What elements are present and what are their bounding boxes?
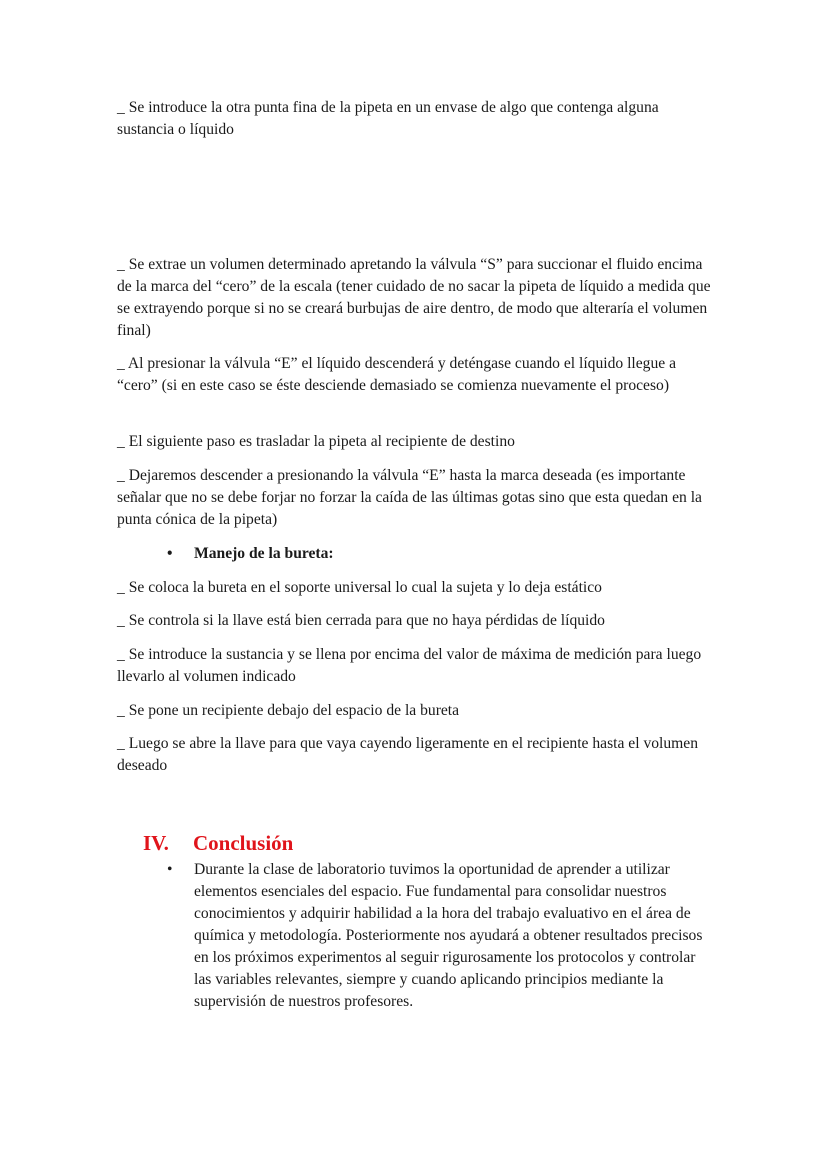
bureta-subheading <box>167 543 334 565</box>
pipeta-step-introduce: _ Se introduce la otra punta fina de la pipeta en un envase de algo que contenga alguna sustancia o líquido <box>117 99 659 138</box>
pipeta-step-presionar: _ Al presionar la válvula “E” el líquido descenderá y deténgase cuando el líquido llegue a “cero” (si en este caso se éste desciende demasiado se comienza nuevamente el proceso) <box>117 355 677 394</box>
section-number: IV. <box>143 831 169 855</box>
bullet-icon: • <box>167 861 173 878</box>
bureta-step-abre-llave: _ Luego se abre la llave para que vaya cayendo ligeramente en el recipiente hasta el volumen deseado <box>117 735 699 774</box>
pipeta-step-trasladar: _ El siguiente paso es trasladar la pipeta al recipiente de destino <box>117 433 515 450</box>
conclusion-block <box>167 859 712 1013</box>
conclusion-text: Durante la clase de laboratorio tuvimos la oportunidad de aprender a utilizar elementos esenciales del espacio. Fue fundamental para consolidar nuestros conocimientos y adquirir habilidad a la hora del trabajo evaluativo en el área de química y metodología. Posteriormente nos ayudará a obtener resultados precisos en los próximos experimentos al seguir rigurosamente los protocolos y controlar las variables relevantes, siempre y cuando aplicando principios mediante la supervisión de nuestros profesores. <box>194 861 703 1010</box>
section-title: Conclusión <box>193 831 294 855</box>
pipeta-step-descender: _ Dejaremos descender a presionando la válvula “E” hasta la marca deseada (es importante señalar que no se debe forjar no forzar la caída de las últimas gotas sino que esta quedan en la punta cónica de la pipeta) <box>117 467 702 528</box>
bureta-step-coloca: _ Se coloca la bureta en el soporte universal lo cual la sujeta y lo deja estático <box>117 579 602 596</box>
section-heading-conclusion <box>143 830 293 856</box>
bureta-step-recipiente: _ Se pone un recipiente debajo del espacio de la bureta <box>117 702 460 719</box>
bullet-icon: • <box>167 545 173 562</box>
bureta-step-introduce: _ Se introduce la sustancia y se llena por encima del valor de máxima de medición para luego llevarlo al volumen indicado <box>117 646 702 685</box>
bureta-subheading-label: Manejo de la bureta: <box>194 545 334 562</box>
bureta-step-controla: _ Se controla si la llave está bien cerrada para que no haya pérdidas de líquido <box>117 612 605 629</box>
pipeta-step-extrae: _ Se extrae un volumen determinado apretando la válvula “S” para succionar el fluido encima de la marca del “cero” de la escala (tener cuidado de no sacar la pipeta de líquido a medida que se extrayendo porque si no se creará burbujas de aire dentro, de modo que alteraría el volumen final) <box>117 256 711 339</box>
